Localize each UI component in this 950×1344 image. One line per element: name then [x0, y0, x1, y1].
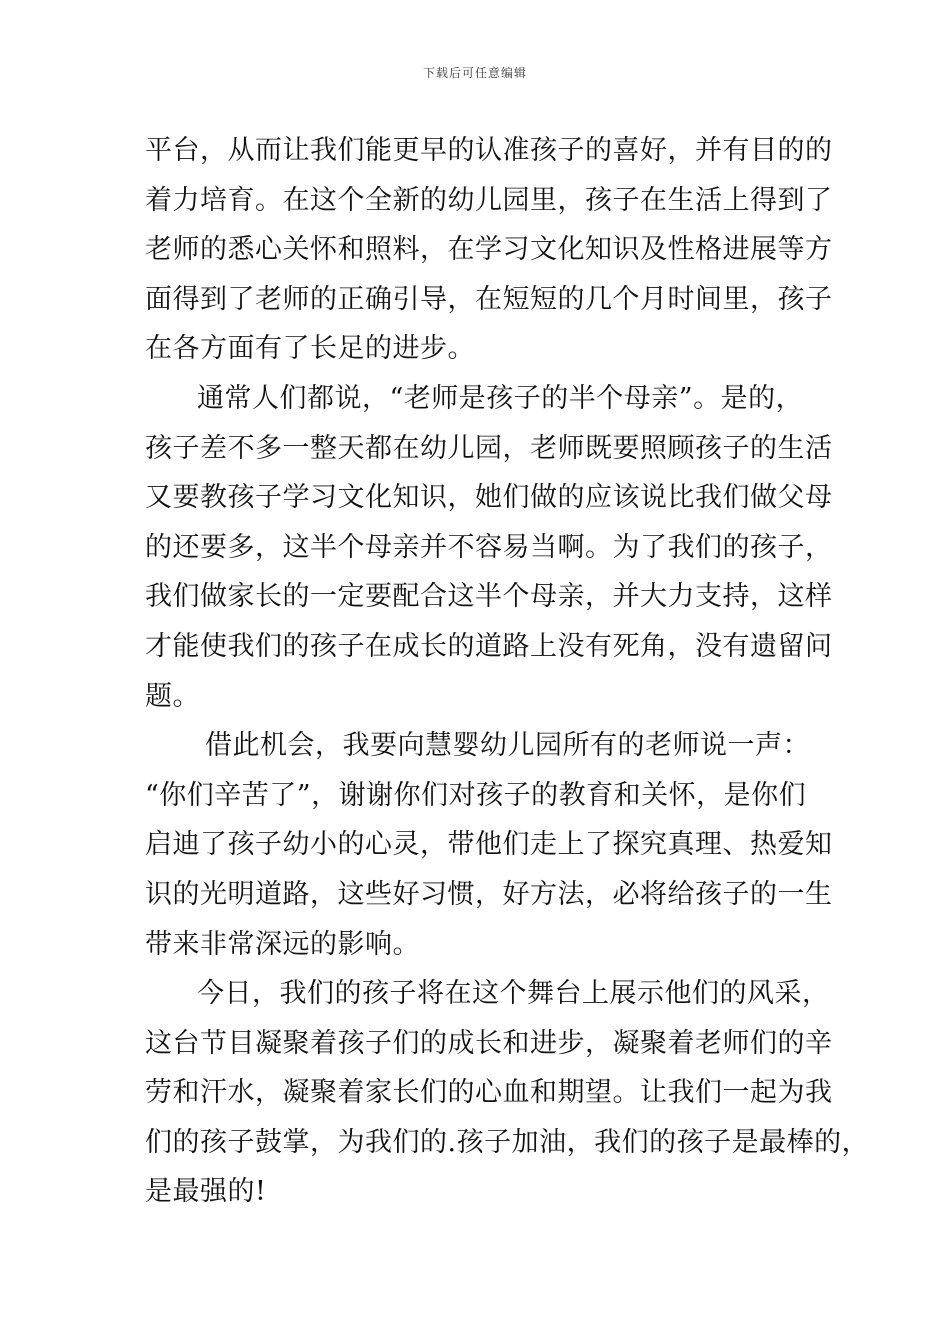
text-line: 面得到了老师的正确引导，在短短的几个月时间里，孩子 — [145, 283, 833, 315]
text-line: 识的光明道路，这些好习惯，好方法，必将给孩子的一生 — [145, 878, 833, 910]
text-line: 的还要多，这半个母亲并不容易当啊。为了我们的孩子， — [145, 531, 833, 563]
text-line: 又要教孩子学习文化知识，她们做的应该说比我们做父母 — [145, 482, 833, 514]
paragraph-start-line: 今日，我们的孩子将在这个舞台上展示他们的风采， — [197, 978, 830, 1010]
text-line: 启迪了孩子幼小的心灵，带他们走上了探究真理、热爱知 — [145, 829, 833, 861]
text-line: 题。 — [145, 680, 200, 712]
paragraph-start-line: 通常人们都说，“老师是孩子的半个母亲”。是的， — [197, 382, 804, 414]
document-body — [145, 126, 870, 1217]
text-line: 孩子差不多一整天都在幼儿园，老师既要照顾孩子的生活 — [145, 432, 833, 464]
text-line: 带来非常深远的影响。 — [145, 928, 420, 960]
text-line: 我们做家长的一定要配合这半个母亲，并大力支持，这样 — [145, 581, 833, 613]
text-line: “你们辛苦了”，谢谢你们对孩子的教育和关怀，是你们 — [145, 779, 807, 811]
text-line: 在各方面有了长足的进步。 — [145, 333, 475, 365]
text-line: 才能使我们的孩子在成长的道路上没有死角，没有遗留问 — [145, 630, 833, 662]
text-line: 是最强的! — [145, 1176, 267, 1208]
text-line: 平台，从而让我们能更早的认准孩子的喜好，并有目的的 — [145, 135, 833, 166]
text-line: 们的孩子鼓掌，为我们的.孩子加油，我们的孩子是最棒的， — [145, 1126, 870, 1158]
text-line: 着力培育。在这个全新的幼儿园里，孩子在生活上得到了 — [145, 184, 833, 216]
page-header-note: 下载后可任意编辑 — [422, 66, 527, 80]
text-line: 老师的悉心关怀和照料，在学习文化知识及性格进展等方 — [145, 234, 833, 266]
text-line: 劳和汗水，凝聚着家长们的心血和期望。让我们一起为我 — [145, 1077, 833, 1109]
text-line: 这台节目凝聚着孩子们的成长和进步，凝聚着老师们的辛 — [145, 1027, 833, 1059]
paragraph-start-line: 借此机会，我要向慧婴幼儿园所有的老师说一声： — [205, 730, 810, 762]
